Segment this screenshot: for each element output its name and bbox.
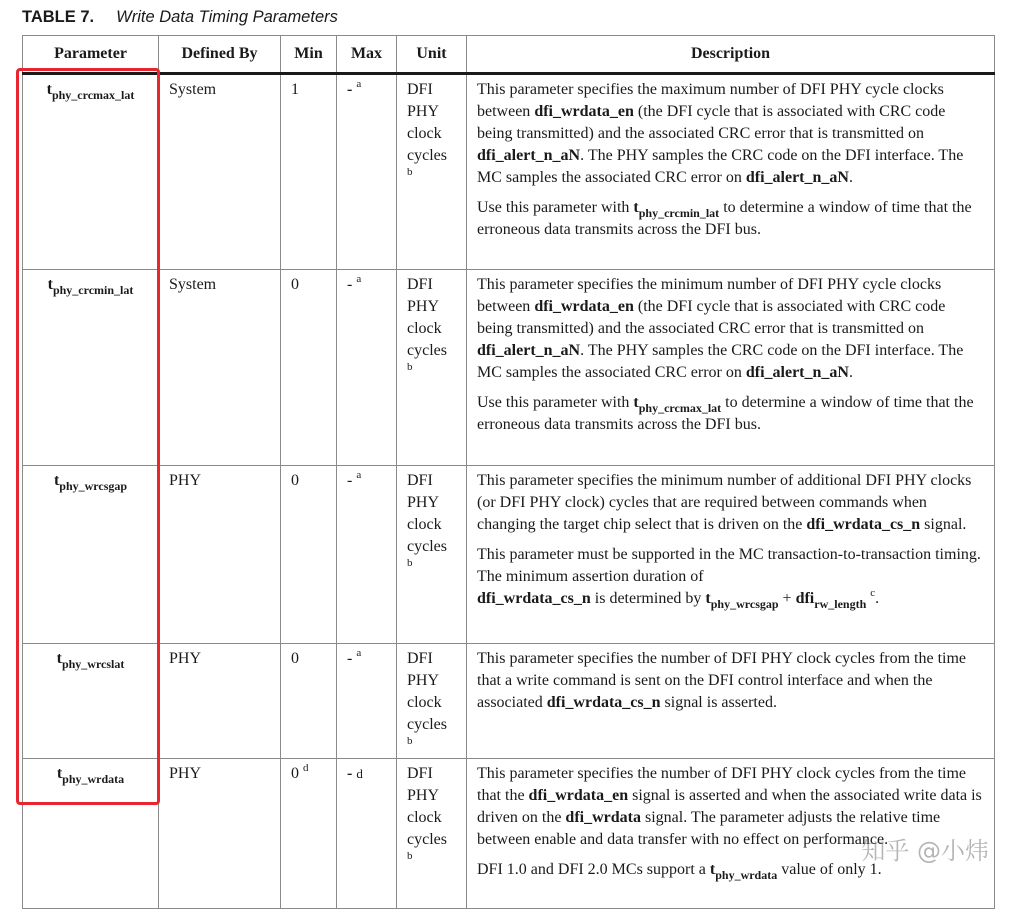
defined-by-cell: PHY — [159, 466, 281, 644]
defined-by-cell: PHY — [159, 644, 281, 759]
watermark: 知乎 @小炜 — [861, 837, 989, 865]
defined-by-cell: System — [159, 270, 281, 466]
min-cell: 0 $^d$ — [281, 759, 337, 909]
param-cell: $t_{phy\_crcmax\_lat}$ — [23, 74, 159, 270]
header-parameter: Parameter — [23, 36, 159, 74]
param-cell: $t_{phy\_wrcslat}$ — [23, 644, 159, 759]
header-defined-by: Defined By — [159, 36, 281, 74]
min-cell: 0 — [281, 466, 337, 644]
description-cell: This parameter specifies the minimum number of additional DFI PHY clocks (or DFI PHY clock) cycles that are required between commands when changing the target chip select that is driven on the dfi_wrdata_cs_n signal. This parameter must be supported in the MC transaction-to-transaction timing. The minimum assertion duration of dfi_wrdata_cs_n is determined by $t_{phy\_wrcsgap} + dfi_{rw\_length}$ $^c$. — [467, 466, 995, 644]
defined-by-cell: System — [159, 74, 281, 270]
unit-cell: DFI PHY clock cycles $^b$ — [397, 644, 467, 759]
table-row — [23, 644, 995, 759]
header-min: Min — [281, 36, 337, 74]
max-cell: - $^a$ — [337, 466, 397, 644]
write-data-timing-table — [22, 35, 995, 909]
unit-cell: DFI PHY clock cycles $^b$ — [397, 270, 467, 466]
header-description: Description — [467, 36, 995, 74]
table-row — [23, 466, 995, 644]
param-cell: $t_{phy\_crcmin\_lat}$ — [23, 270, 159, 466]
description-cell: This parameter specifies the maximum number of DFI PHY cycle clocks between dfi_wrdata_en (the DFI cycle that is associated with CRC code being transmitted) and the associated CRC error that is transmitted on dfi_alert_n_aN. The PHY samples the CRC code on the DFI interface. The MC samples the associated CRC error on dfi_alert_n_aN. Use this parameter with $t_{phy\_crcmin\_lat}$ to determine a window of time that the erroneous data transmits across the DFI bus. — [467, 74, 995, 270]
header-max: Max — [337, 36, 397, 74]
min-cell: 1 — [281, 74, 337, 270]
min-cell: 0 — [281, 644, 337, 759]
param-cell: $t_{phy\_wrdata}$ — [23, 759, 159, 909]
description-cell: This parameter specifies the number of DFI PHY clock cycles from the time that the dfi_wrdata_en signal is asserted and when the associated write data is driven on the dfi_wrdata signal. The parameter adjusts the relative time between enable and data transfer with no effect on performance. DFI 1.0 and DFI 2.0 MCs support a $t_{phy\_wrdata}$ value of only 1. — [467, 759, 995, 909]
max-cell: - d — [337, 759, 397, 909]
max-cell: - $^a$ — [337, 644, 397, 759]
header-row — [23, 36, 995, 74]
max-cell: - $^a$ — [337, 270, 397, 466]
unit-cell: DFI PHY clock cycles $^b$ — [397, 759, 467, 909]
description-cell: This parameter specifies the minimum number of DFI PHY cycle clocks between dfi_wrdata_en (the DFI cycle that is associated with CRC code being transmitted) and the associated CRC error that is transmitted on dfi_alert_n_aN. The PHY samples the CRC code on the DFI interface. The MC samples the associated CRC error on dfi_alert_n_aN. Use this parameter with $t_{phy\_crcmax\_lat}$ to determine a window of time that the erroneous data transmits across the DFI bus. — [467, 270, 995, 466]
header-unit: Unit — [397, 36, 467, 74]
table-row — [23, 74, 995, 270]
table-row — [23, 759, 995, 909]
unit-cell: DFI PHY clock cycles $^b$ — [397, 466, 467, 644]
table-caption — [22, 5, 338, 29]
min-cell: 0 — [281, 270, 337, 466]
table-title: Write Data Timing Parameters — [116, 8, 338, 26]
unit-cell: DFI PHY clock cycles $^b$ — [397, 74, 467, 270]
table-number: TABLE 7. — [22, 8, 95, 26]
defined-by-cell: PHY — [159, 759, 281, 909]
param-cell: $t_{phy\_wrcsgap}$ — [23, 466, 159, 644]
table-row — [23, 270, 995, 466]
max-cell: - $^a$ — [337, 74, 397, 270]
description-cell: This parameter specifies the number of DFI PHY clock cycles from the time that a write command is sent on the DFI control interface and when the associated dfi_wrdata_cs_n signal is asserted. — [467, 644, 995, 759]
